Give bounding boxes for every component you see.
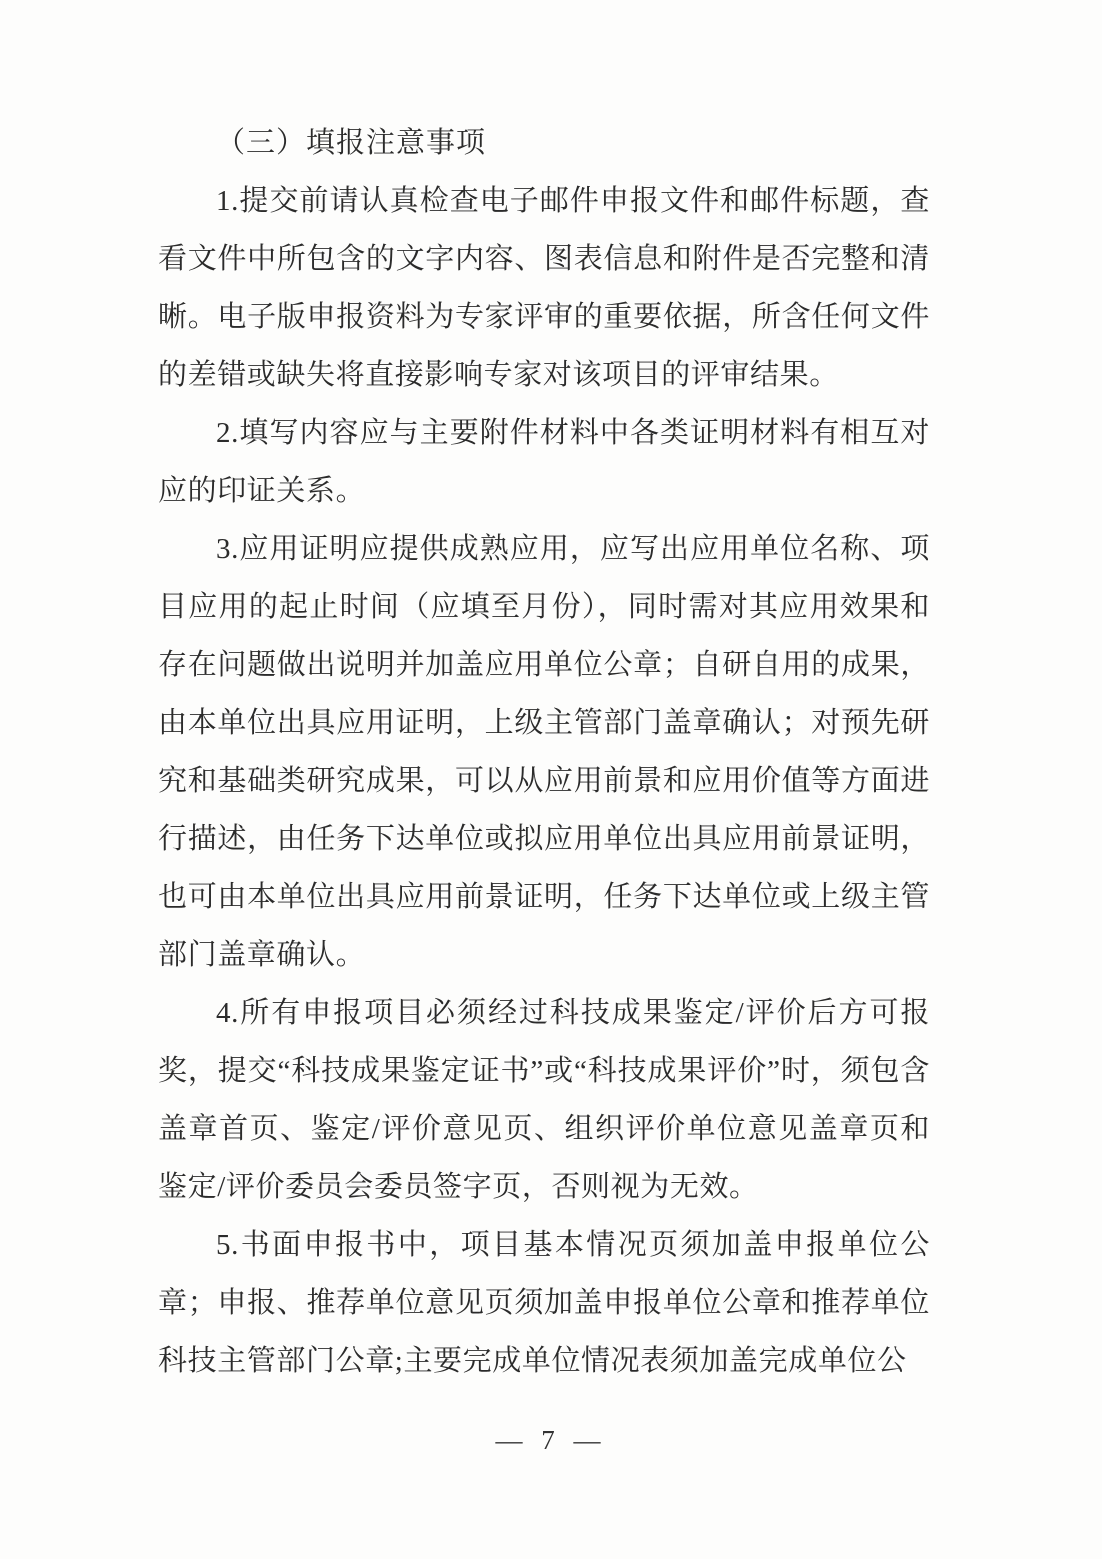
- paragraph-item-4: 4.所有申报项目必须经过科技成果鉴定/评价后方可报奖，提交“科技成果鉴定证书”或“科技成果评价”时，须包含盖章首页、鉴定/评价意见页、组织评价单位意见盖章页和鉴定/评价委员会委员签字页，否则视为无效。: [158, 997, 930, 1203]
- page-number: — 7 —: [495, 1425, 607, 1455]
- document-body: [158, 114, 930, 1390]
- paragraph-item-2: 2.填写内容应与主要附件材料中各类证明材料有相互对应的印证关系。: [158, 417, 930, 507]
- section-heading: （三）填报注意事项: [216, 127, 487, 159]
- paragraph-item-5: 5.书面申报书中，项目基本情况页须加盖申报单位公章；申报、推荐单位意见页须加盖申报单位公章和推荐单位科技主管部门公章;主要完成单位情况表须加盖完成单位公: [158, 1229, 930, 1377]
- paragraph-item-1: 1.提交前请认真检查电子邮件申报文件和邮件标题，查看文件中所包含的文字内容、图表信息和附件是否完整和清晰。电子版申报资料为专家评审的重要依据，所含任何文件的差错或缺失将直接影响专家对该项目的评审结果。: [158, 185, 930, 391]
- paragraph-item-3: 3.应用证明应提供成熟应用，应写出应用单位名称、项目应用的起止时间（应填至月份），同时需对其应用效果和存在问题做出说明并加盖应用单位公章；自研自用的成果，由本单位出具应用证明，上级主管部门盖章确认；对预先研究和基础类研究成果，可以从应用前景和应用价值等方面进行描述，由任务下达单位或拟应用单位出具应用前景证明，也可由本单位出具应用前景证明，任务下达单位或上级主管部门盖章确认。: [158, 533, 930, 971]
